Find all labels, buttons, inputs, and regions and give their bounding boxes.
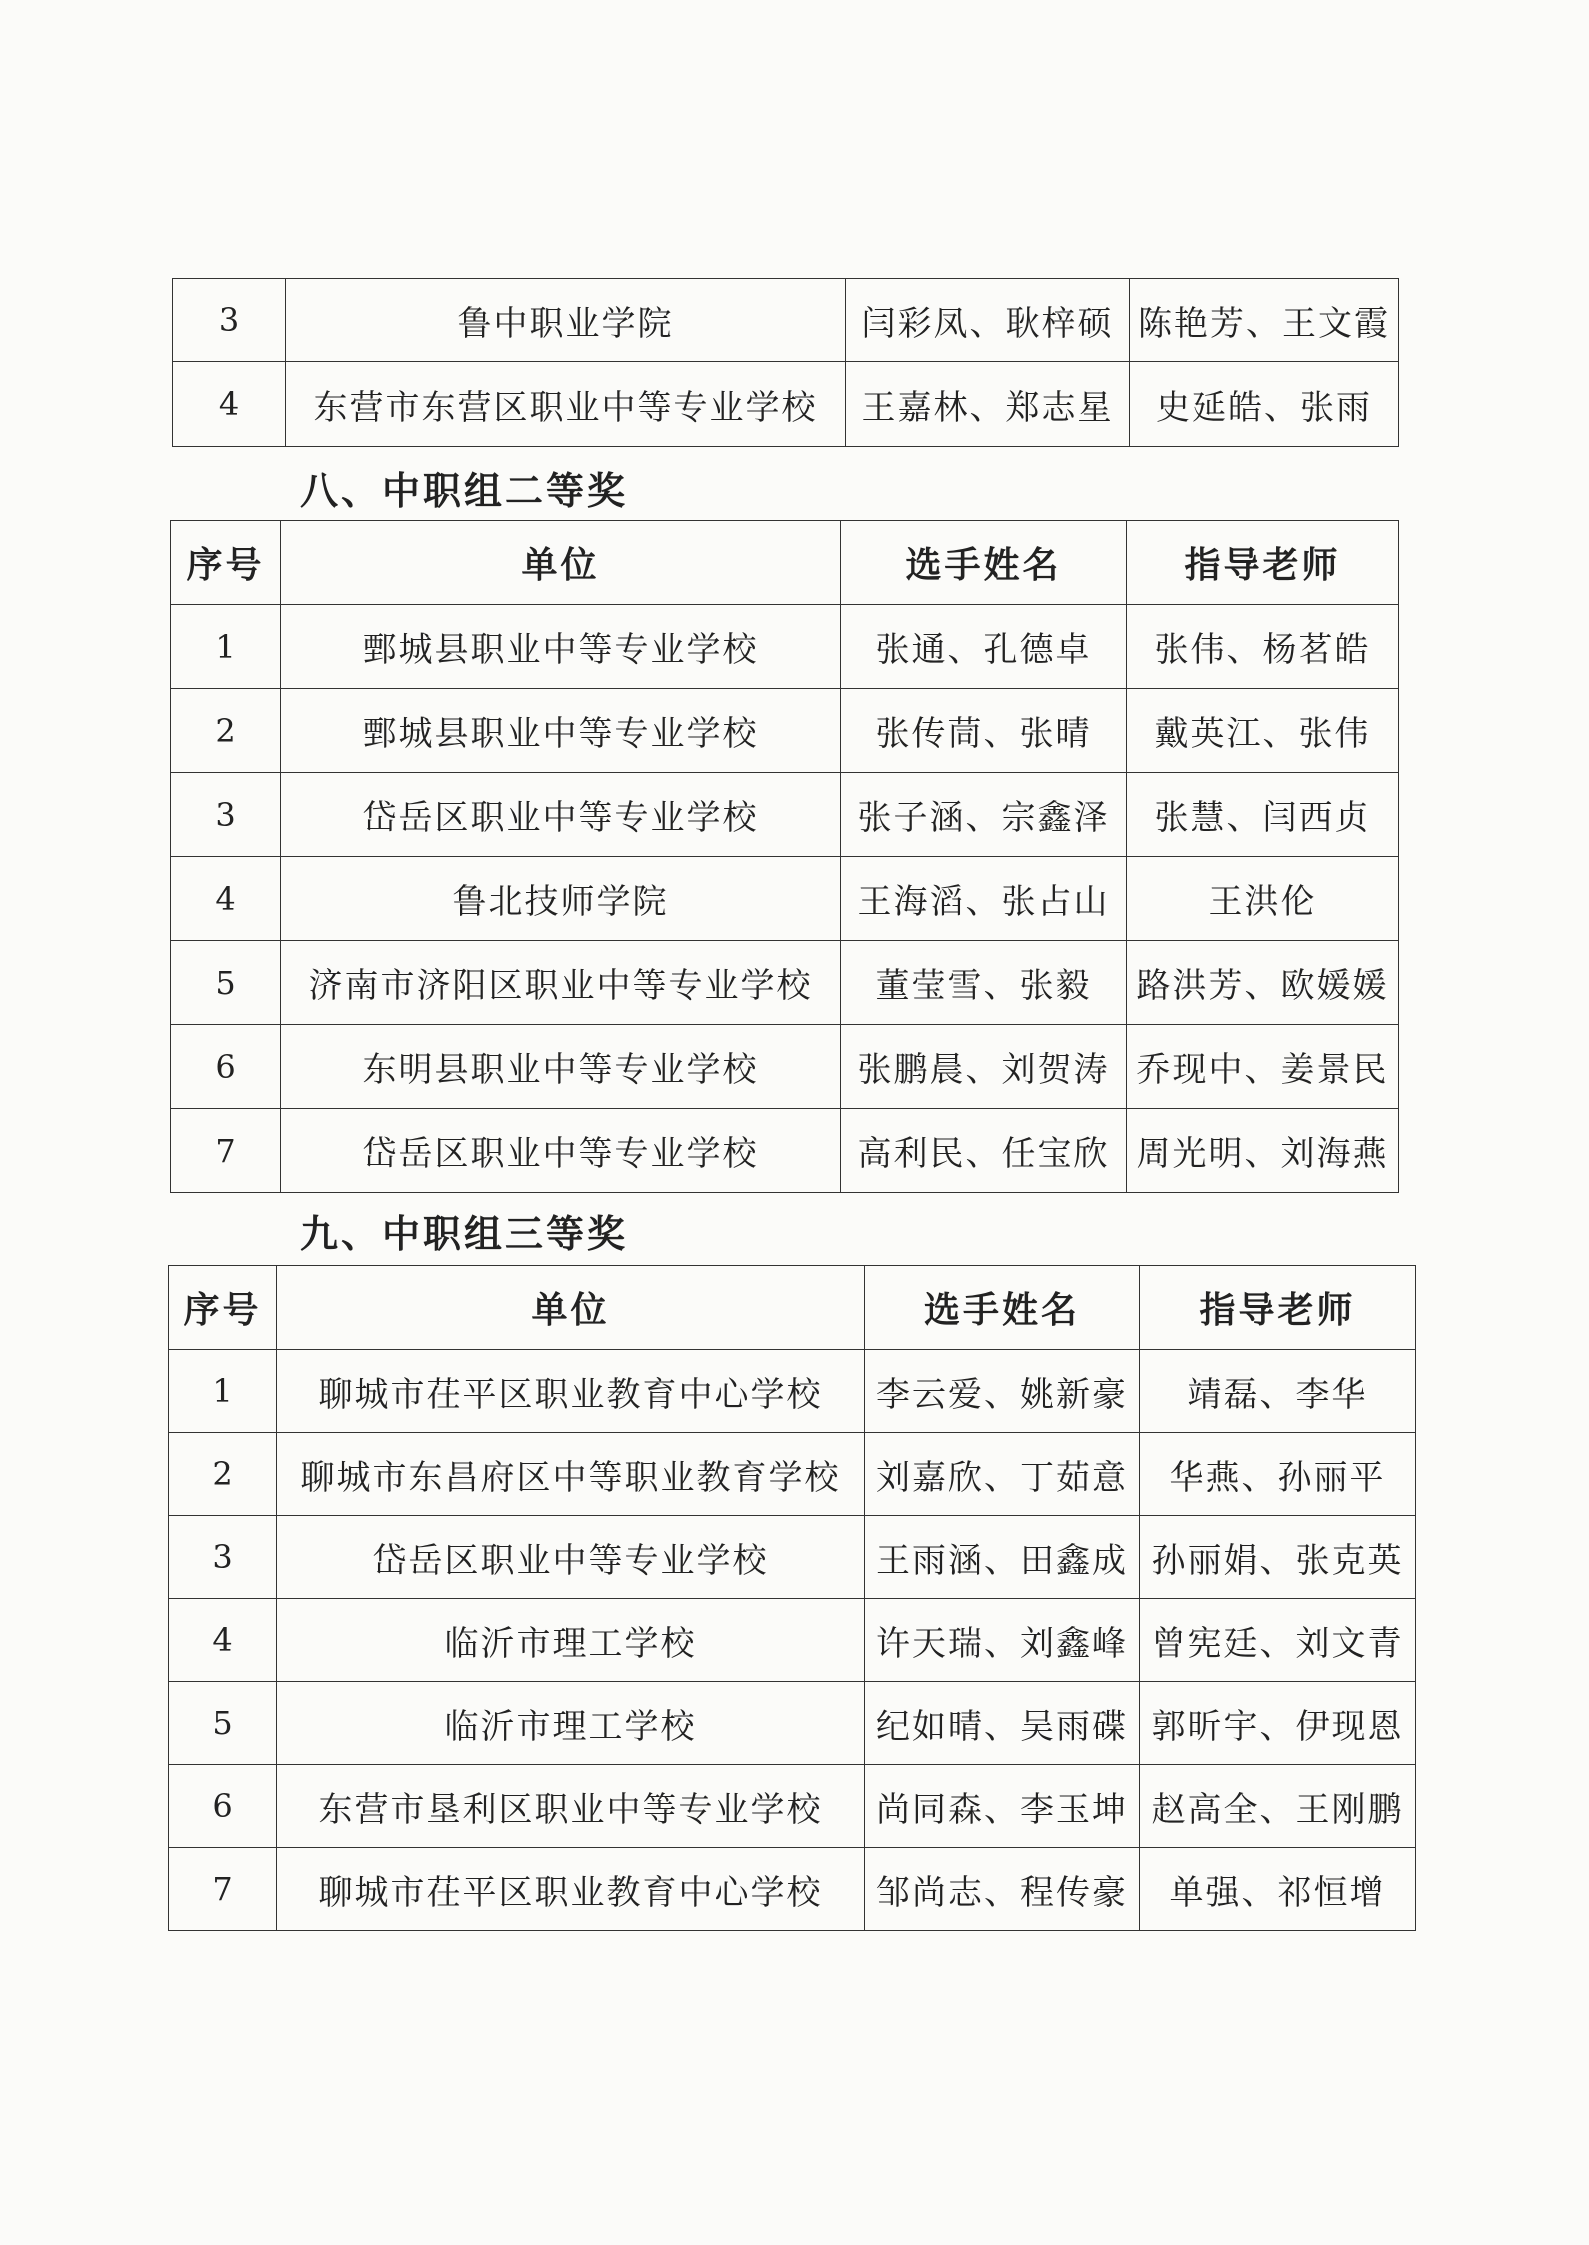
table-row <box>173 279 1399 362</box>
row-unit: 东明县职业中等专业学校 <box>281 1025 841 1109</box>
row-unit: 岱岳区职业中等专业学校 <box>281 773 841 857</box>
section-title-8: 八、中职组二等奖 <box>300 469 629 513</box>
row-unit: 临沂市理工学校 <box>277 1682 865 1765</box>
row-number: 6 <box>169 1765 277 1848</box>
row-unit: 鲁中职业学院 <box>286 279 846 362</box>
row-number: 4 <box>171 857 281 941</box>
row-number: 5 <box>169 1682 277 1765</box>
row-number: 7 <box>169 1848 277 1931</box>
row-teachers: 赵高全、王刚鹏 <box>1140 1765 1416 1848</box>
row-teachers: 戴英江、张伟 <box>1127 689 1399 773</box>
row-unit: 岱岳区职业中等专业学校 <box>277 1516 865 1599</box>
row-players: 闫彩凤、耿梓硕 <box>846 279 1130 362</box>
row-unit: 东营市东营区职业中等专业学校 <box>286 362 846 447</box>
row-teachers: 陈艳芳、王文霞 <box>1130 279 1399 362</box>
table-row <box>171 773 1399 857</box>
row-players: 王海滔、张占山 <box>841 857 1127 941</box>
header-players: 选手姓名 <box>865 1266 1140 1350</box>
row-teachers: 张慧、闫西贞 <box>1127 773 1399 857</box>
row-unit: 鄄城县职业中等专业学校 <box>281 605 841 689</box>
row-unit: 东营市垦利区职业中等专业学校 <box>277 1765 865 1848</box>
table-row <box>169 1765 1416 1848</box>
row-teachers: 乔现中、姜景民 <box>1127 1025 1399 1109</box>
row-teachers: 张伟、杨茗皓 <box>1127 605 1399 689</box>
row-players: 张通、孔德卓 <box>841 605 1127 689</box>
table-row <box>171 1109 1399 1193</box>
row-players: 王嘉林、郑志星 <box>846 362 1130 447</box>
row-players: 高利民、任宝欣 <box>841 1109 1127 1193</box>
row-players: 尚同森、李玉坤 <box>865 1765 1140 1848</box>
row-teachers: 靖磊、李华 <box>1140 1350 1416 1433</box>
header-unit: 单位 <box>277 1266 865 1350</box>
table-row <box>169 1682 1416 1765</box>
header-teachers: 指导老师 <box>1127 521 1399 605</box>
table-header-row <box>169 1266 1416 1350</box>
row-teachers: 曾宪廷、刘文青 <box>1140 1599 1416 1682</box>
row-number: 4 <box>169 1599 277 1682</box>
row-players: 张子涵、宗鑫泽 <box>841 773 1127 857</box>
row-number: 3 <box>173 279 286 362</box>
row-number: 5 <box>171 941 281 1025</box>
award-table-9 <box>168 1265 1416 1931</box>
header-players: 选手姓名 <box>841 521 1127 605</box>
row-players: 董莹雪、张毅 <box>841 941 1127 1025</box>
row-number: 4 <box>173 362 286 447</box>
row-number: 6 <box>171 1025 281 1109</box>
row-unit: 鲁北技师学院 <box>281 857 841 941</box>
table-row <box>173 362 1399 447</box>
header-number: 序号 <box>169 1266 277 1350</box>
row-unit: 临沂市理工学校 <box>277 1599 865 1682</box>
row-number: 2 <box>171 689 281 773</box>
row-unit: 聊城市茌平区职业教育中心学校 <box>277 1848 865 1931</box>
row-number: 1 <box>171 605 281 689</box>
row-number: 3 <box>169 1516 277 1599</box>
table-row <box>169 1350 1416 1433</box>
table-header-row <box>171 521 1399 605</box>
row-teachers: 郭昕宇、伊现恩 <box>1140 1682 1416 1765</box>
row-teachers: 王洪伦 <box>1127 857 1399 941</box>
award-table-8 <box>170 520 1399 1193</box>
row-players: 刘嘉欣、丁茹意 <box>865 1433 1140 1516</box>
row-unit: 聊城市茌平区职业教育中心学校 <box>277 1350 865 1433</box>
row-number: 1 <box>169 1350 277 1433</box>
section-title-9: 九、中职组三等奖 <box>300 1212 629 1256</box>
row-players: 李云爱、姚新豪 <box>865 1350 1140 1433</box>
row-number: 2 <box>169 1433 277 1516</box>
table-row <box>169 1848 1416 1931</box>
table-row <box>171 1025 1399 1109</box>
row-unit: 鄄城县职业中等专业学校 <box>281 689 841 773</box>
table-row <box>171 857 1399 941</box>
row-players: 邹尚志、程传豪 <box>865 1848 1140 1931</box>
row-players: 王雨涵、田鑫成 <box>865 1516 1140 1599</box>
table-row <box>171 689 1399 773</box>
table-row <box>171 605 1399 689</box>
continued-table <box>172 278 1399 447</box>
row-number: 3 <box>171 773 281 857</box>
table-row <box>169 1516 1416 1599</box>
header-unit: 单位 <box>281 521 841 605</box>
row-players: 张鹏晨、刘贺涛 <box>841 1025 1127 1109</box>
table-row <box>169 1599 1416 1682</box>
row-players: 张传茼、张晴 <box>841 689 1127 773</box>
row-teachers: 孙丽娟、张克英 <box>1140 1516 1416 1599</box>
row-teachers: 史延皓、张雨 <box>1130 362 1399 447</box>
row-teachers: 路洪芳、欧媛媛 <box>1127 941 1399 1025</box>
row-teachers: 周光明、刘海燕 <box>1127 1109 1399 1193</box>
row-teachers: 华燕、孙丽平 <box>1140 1433 1416 1516</box>
row-unit: 济南市济阳区职业中等专业学校 <box>281 941 841 1025</box>
table-row <box>171 941 1399 1025</box>
row-unit: 岱岳区职业中等专业学校 <box>281 1109 841 1193</box>
row-players: 纪如晴、吴雨碟 <box>865 1682 1140 1765</box>
header-number: 序号 <box>171 521 281 605</box>
row-unit: 聊城市东昌府区中等职业教育学校 <box>277 1433 865 1516</box>
row-players: 许天瑞、刘鑫峰 <box>865 1599 1140 1682</box>
row-teachers: 单强、祁恒增 <box>1140 1848 1416 1931</box>
row-number: 7 <box>171 1109 281 1193</box>
header-teachers: 指导老师 <box>1140 1266 1416 1350</box>
table-row <box>169 1433 1416 1516</box>
